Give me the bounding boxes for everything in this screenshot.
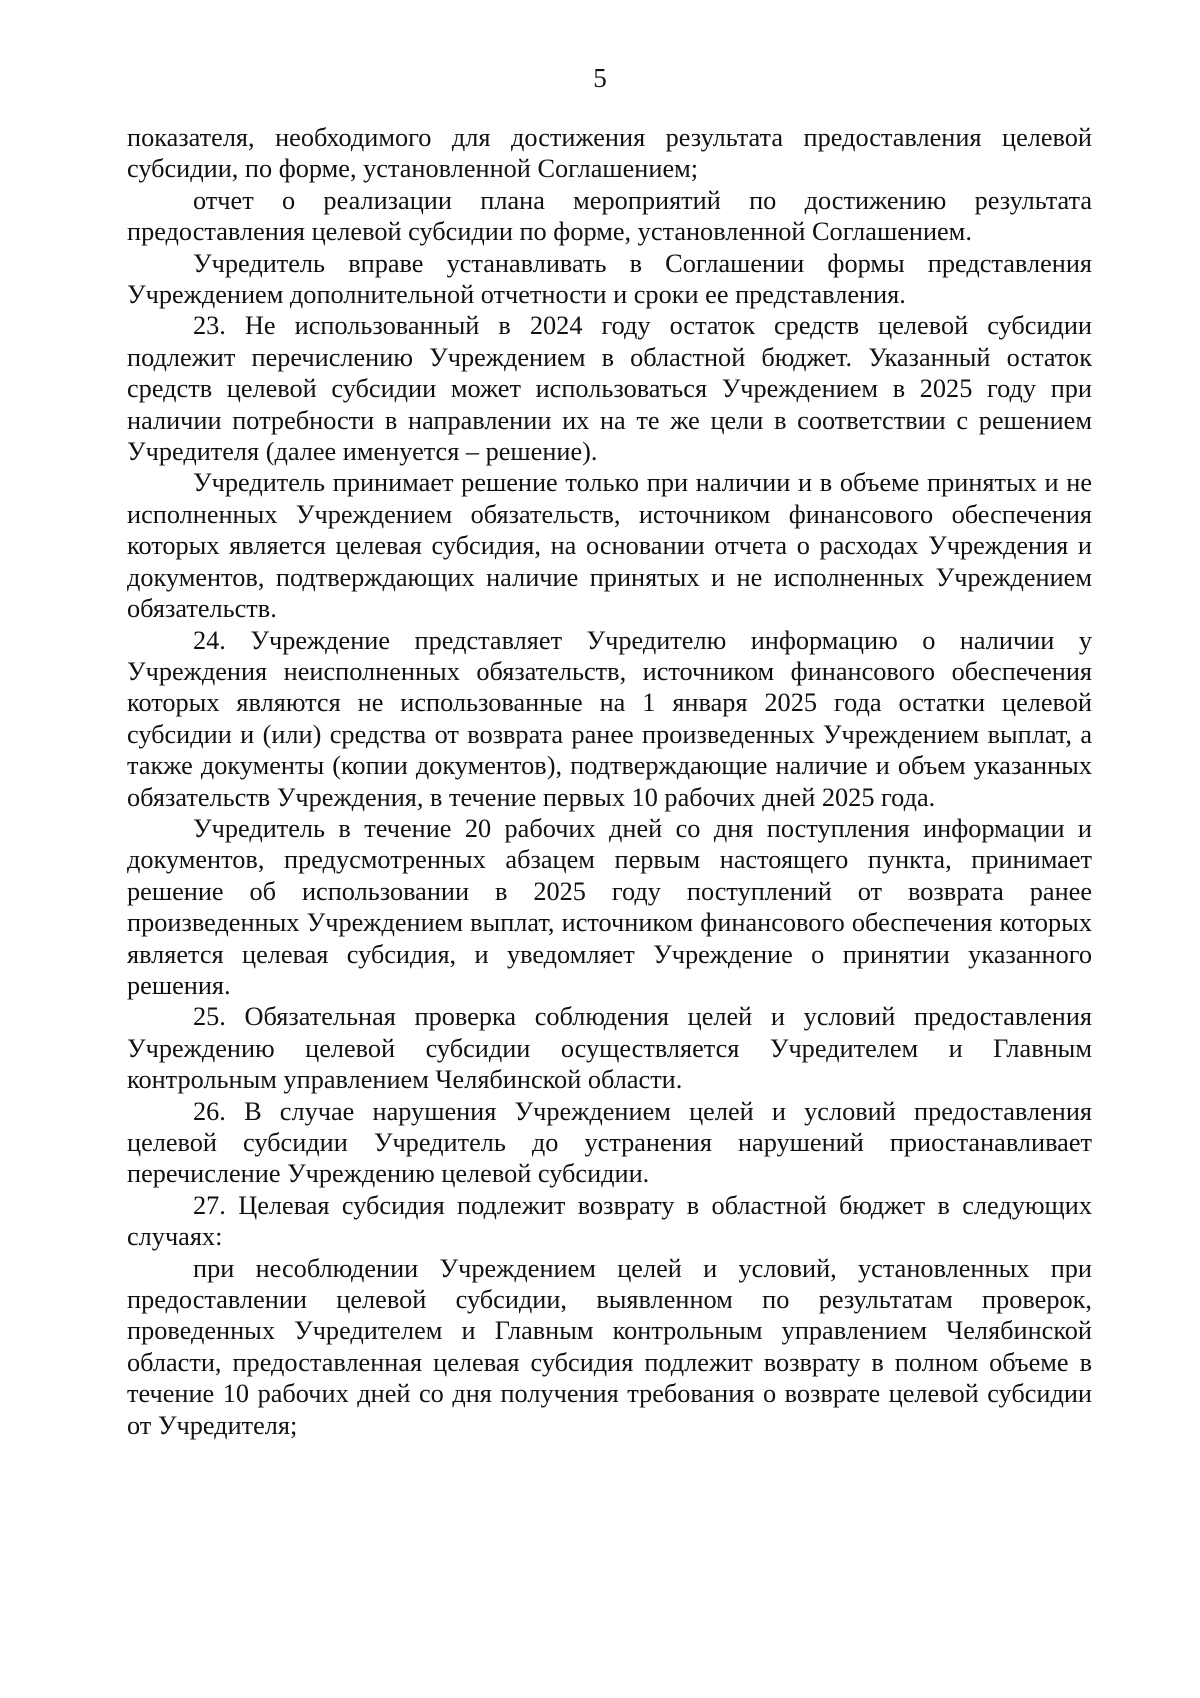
- document-body: [127, 122, 1092, 1441]
- paragraph-5: Учредитель принимает решение только при наличии и в объеме принятых и не исполненных Учреждением обязательств, источником финансового обеспечения которых является целевая субсидия, на основании отчета о расходах Учреждения и документов, подтверждающих наличие принятых и не исполненных Учреждением обязательств.: [127, 468, 1092, 624]
- paragraph-item-24: 24. Учреждение представляет Учредителю информацию о наличии у Учреждения неисполненных обязательств, источником финансового обеспечения которых являются не использованные на 1 января 2025 года остатки целевой субсидии и (или) средства от возврата ранее произведенных Учреждением выплат, а также документы (копии документов), подтверждающие наличие и объем указанных обязательств Учреждения, в течение первых 10 рабочих дней 2025 года.: [127, 625, 1092, 812]
- paragraph-item-26: 26. В случае нарушения Учреждением целей и условий предоставления целевой субсидии Учредитель до устранения нарушений приостанавливает перечисление Учреждению целевой субсидии.: [127, 1096, 1092, 1189]
- paragraph-11: при несоблюдении Учреждением целей и условий, установленных при предоставлении целевой субсидии, выявленном по результатам проверок, проведенных Учредителем и Главным контрольным управлением Челябинской области, предоставленная целевая субсидия подлежит возврату в полном объеме в течение 10 рабочих дней со дня получения требования о возврате целевой субсидии от Учредителя;: [127, 1253, 1092, 1440]
- paragraph-item-27: 27. Целевая субсидия подлежит возврату в областной бюджет в следующих случаях:: [127, 1190, 1092, 1252]
- paragraph-item-25: 25. Обязательная проверка соблюдения целей и условий предоставления Учреждению целевой субсидии осуществляется Учредителем и Главным контрольным управлением Челябинской области.: [127, 1002, 1092, 1095]
- paragraph-item-23: 23. Не использованный в 2024 году остаток средств целевой субсидии подлежит перечислению Учреждением в областной бюджет. Указанный остаток средств целевой субсидии может использоваться Учреждением в 2025 году при наличии потребности в направлении их на те же цели в соответствии с решением Учредителя (далее именуется – решение).: [127, 311, 1092, 467]
- paragraph-1: показателя, необходимого для достижения результата предоставления целевой субсидии, по форме, установленной Соглашением;: [127, 123, 1092, 184]
- paragraph-3: Учредитель вправе устанавливать в Соглашении формы представления Учреждением дополнительной отчетности и сроки ее представления.: [127, 248, 1092, 310]
- paragraph-2: отчет о реализации плана мероприятий по достижению результата предоставления целевой субсидии по форме, установленной Соглашением.: [127, 185, 1092, 247]
- paragraph-7: Учредитель в течение 20 рабочих дней со дня поступления информации и документов, предусмотренных абзацем первым настоящего пункта, принимает решение об использовании в 2025 году поступлений от возврата ранее произведенных Учреждением выплат, источником финансового обеспечения которых является целевая субсидия, и уведомляет Учреждение о принятии указанного решения.: [127, 813, 1092, 1000]
- page-number: 5: [593, 63, 607, 93]
